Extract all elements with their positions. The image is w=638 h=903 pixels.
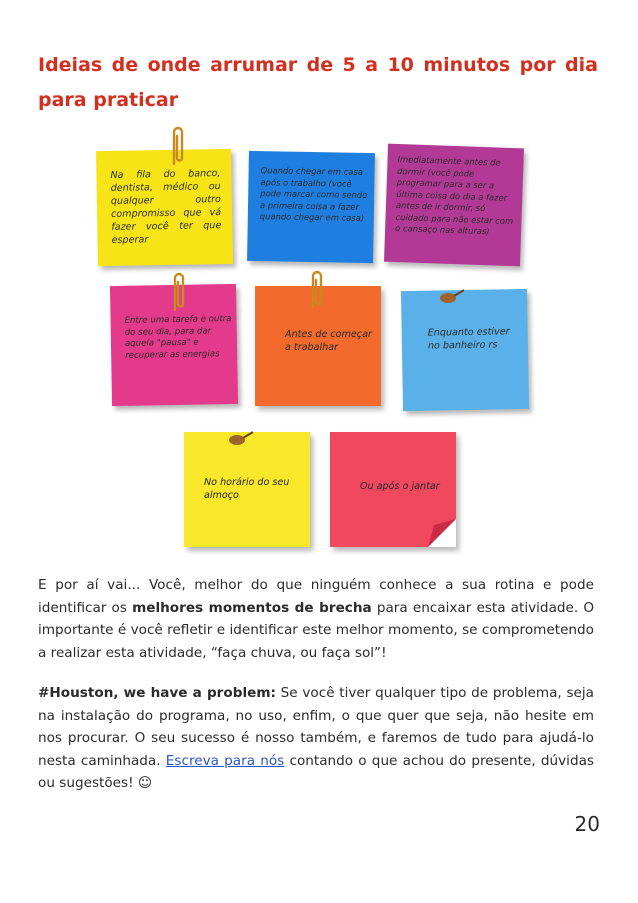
sticky-note-before-sleep bbox=[384, 144, 524, 267]
pushpin-icon bbox=[436, 286, 466, 306]
curled-corner bbox=[428, 519, 456, 547]
paragraph-text: contando o que achou do presente, dúvidas ou sugestões! ☺ bbox=[38, 752, 594, 791]
body-paragraph-routine bbox=[38, 574, 594, 664]
page-number: 20 bbox=[574, 812, 600, 836]
paperclip-icon bbox=[167, 124, 189, 170]
paperclip-icon bbox=[168, 270, 190, 316]
sticky-note-waiting bbox=[96, 149, 233, 266]
contact-link[interactable]: Escreva para nós bbox=[165, 752, 285, 769]
sticky-note-bathroom bbox=[401, 289, 529, 411]
sticky-note-text: Na fila do banco, dentista, médico ou qualquer outro compromisso que vá fazer você ter que esperar bbox=[110, 168, 222, 246]
sticky-note-lunch bbox=[184, 432, 310, 547]
sticky-note-text: Enquanto estiver no banheiro rs bbox=[427, 326, 510, 352]
page-title: Ideias de onde arrumar de 5 a 10 minutos por dia para praticar bbox=[38, 54, 598, 111]
sticky-note-text: Imediatamente antes de dormir (você pode programar para a ser a última coisa do dia a fazer antes de ir dormir, só cuidado para não estar com o cansaço nas alturas) bbox=[394, 154, 514, 237]
sticky-note-text: No horário do seu almoço bbox=[204, 477, 290, 501]
sticky-note-text: Quando chegar em casa após o trabalho (você pode marcar como sendo a primeira coisa a fazer quando chegar em casa) bbox=[259, 165, 368, 223]
sticky-note-arriving-home bbox=[247, 151, 375, 263]
highlight-text: #Houston, we have a problem: bbox=[38, 685, 276, 701]
sticky-note-text: Ou após o jantar bbox=[360, 481, 440, 492]
highlight-text: melhores momentos de brecha bbox=[132, 599, 372, 616]
paragraph-text: Se você tiver qualquer tipo de problema, seja na instalação do programa, no uso, enfim, o que quer que seja, não hesite em nos procurar. O seu sucesso é nosso também, e faremos de tudo para ajudá-lo nesta caminhada. bbox=[38, 685, 594, 769]
sticky-note-after-dinner bbox=[330, 432, 456, 547]
paperclip-icon bbox=[306, 268, 328, 314]
body-paragraph-support bbox=[38, 682, 594, 795]
pushpin-icon bbox=[225, 428, 255, 448]
paragraph-text: para encaixar esta atividade. O importante é você refletir e identificar este melhor momento, se comprometendo a realizar esta atividade, “faça chuva, ou faça sol”! bbox=[38, 599, 595, 661]
sticky-note-text: Entre uma tarefa e outra do seu dia, para dar aquela "pausa" e recuperar as energias bbox=[124, 313, 232, 361]
paragraph-text: E por aí vai... Você, melhor do que ninguém conhece a sua rotina e pode identificar os bbox=[38, 577, 594, 616]
sticky-note-text: Antes de começar a trabalhar bbox=[285, 329, 372, 353]
